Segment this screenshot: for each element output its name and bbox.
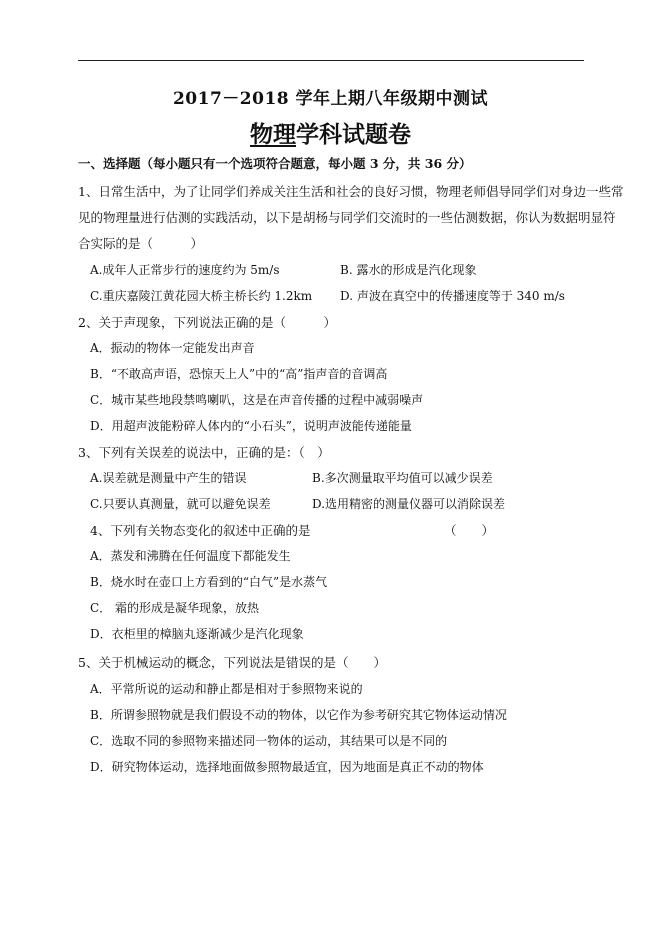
- q1-stem-line1: 1、日常生活中，为了让同学们养成关注生活和社会的良好习惯，物理老师倡导同学们对身边一些常: [78, 184, 624, 199]
- q5-option-a: A．平常所说的运动和静止都是相对于参照物来说的: [90, 682, 363, 696]
- subject-name: 物理: [250, 121, 296, 148]
- q3-option-b: B.多次测量取平均值可以减少误差: [312, 471, 493, 485]
- q4-option-c: C． 霜的形成是凝华现象，放热: [90, 601, 259, 615]
- q1-option-b: B. 露水的形成是汽化现象: [340, 263, 477, 277]
- q1-stem-line3: 合实际的是（ ）: [78, 236, 204, 251]
- exam-subtitle: [0, 116, 661, 149]
- q3-option-d: D.选用精密的测量仪器可以消除误差: [312, 497, 506, 511]
- exam-title: 2017－2018 学年上期八年级期中测试: [172, 89, 489, 109]
- q4-stem: 4、下列有关物态变化的叙述中正确的是: [90, 523, 311, 538]
- q4-option-b: B．烧水时在壶口上方看到的“白气”是水蒸气: [90, 575, 328, 589]
- q2-stem: 2、关于声现象，下列说法正确的是（ ）: [78, 315, 336, 330]
- q4-answer-bracket: （ ）: [444, 523, 495, 538]
- q3-option-a: A.误差就是测量中产生的错误: [90, 471, 247, 485]
- q5-option-d: D．研究物体运动，选择地面做参照物最适宜，因为地面是真正不动的物体: [90, 760, 484, 774]
- q2-option-d: D．用超声波能粉碎人体内的“小石头”，说明声波能传递能量: [90, 419, 412, 433]
- q2-option-a: A．振动的物体一定能发出声音: [90, 341, 255, 355]
- q1-option-d: D. 声波在真空中的传播速度等于 340 m/s: [340, 289, 565, 303]
- q5-option-b: B．所谓参照物就是我们假设不动的物体，以它作为参考研究其它物体运动情况: [90, 708, 507, 722]
- q1-option-a: A.成年人正常步行的速度约为 5m/s: [90, 263, 280, 277]
- q4-option-a: A．蒸发和沸腾在任何温度下都能发生: [90, 549, 291, 563]
- q1-option-c: C.重庆嘉陵江黄花园大桥主桥长约 1.2km: [90, 289, 313, 303]
- q5-option-c: C．选取不同的参照物来描述同一物体的运动，其结果可以是不同的: [90, 734, 448, 748]
- q4-option-d: D．衣柜里的樟脑丸逐渐减少是汽化现象: [90, 627, 304, 641]
- q5-stem: 5、关于机械运动的概念，下列说法是错误的是（ ）: [78, 655, 386, 670]
- q2-option-b: B．“不敢高声语，恐惊天上人”中的“高”指声音的音调高: [90, 367, 388, 381]
- q2-option-c: C．城市某些地段禁鸣喇叭，这是在声音传播的过程中减弱噪声: [90, 393, 424, 407]
- subtitle-rest: 学科试题卷: [296, 121, 411, 148]
- section-heading: 一、选择题（每小题只有一个选项符合题意，每小题 3 分，共 36 分）: [78, 156, 472, 171]
- q1-stem-line2: 见的物理量进行估测的实践活动，以下是胡杨与同学们交流时的一些估测数据，你认为数据明显符: [78, 210, 616, 225]
- q3-stem: 3、下列有关误差的说法中，正确的是：（ ）: [78, 445, 330, 460]
- q3-option-c: C.只要认真测量，就可以避免误差: [90, 497, 271, 511]
- header-rule: [78, 60, 584, 61]
